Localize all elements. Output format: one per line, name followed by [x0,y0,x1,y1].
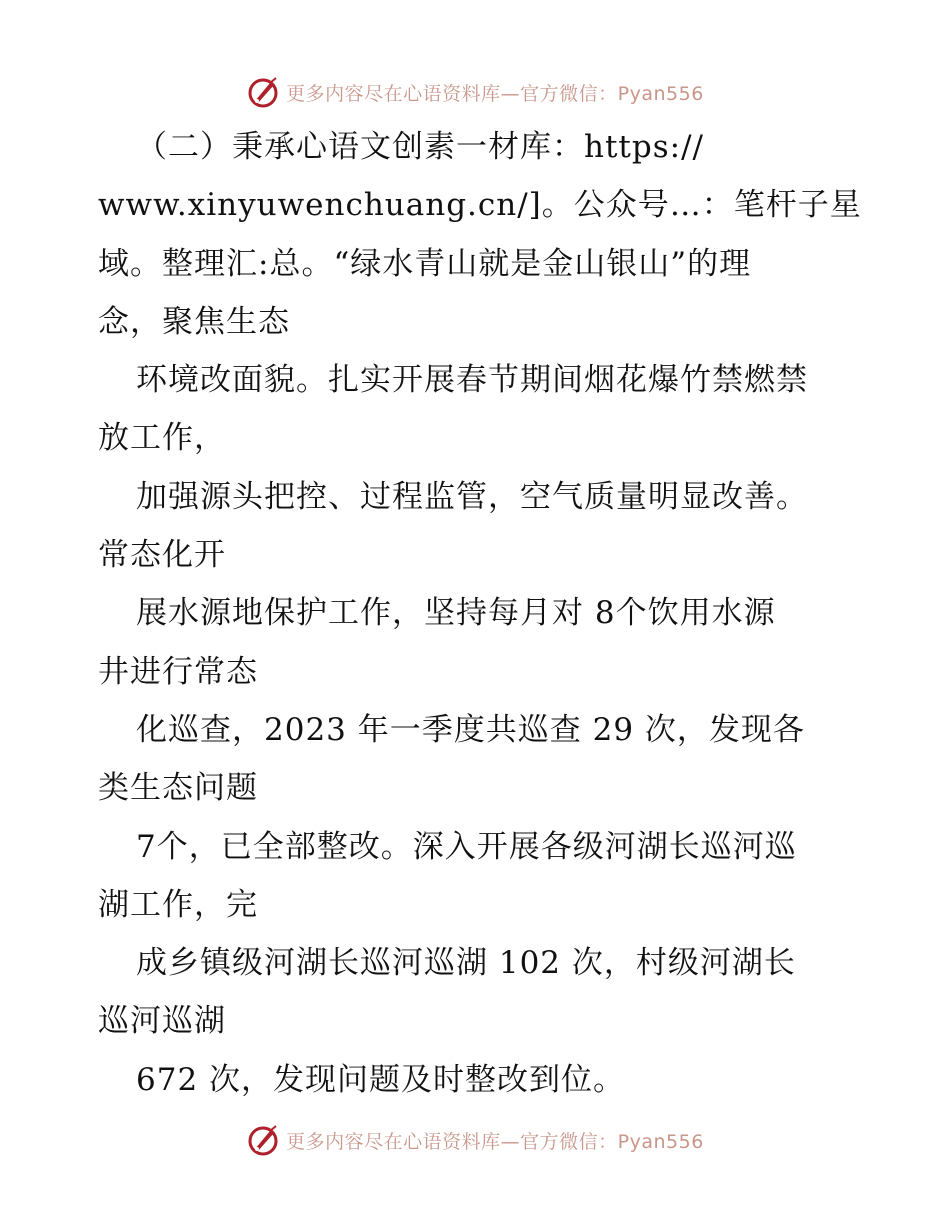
text-line: www.xinyuwenchuang.cn/]。公众号…：笔杆子星 [98,187,862,224]
text-line: 成乡镇级河湖长巡河巡湖 102 次，村级河湖长 [136,945,796,982]
text-line: 域。整理汇:总。“绿水青山就是金山银山”的理 [98,245,752,282]
quill-pen-logo-icon [246,1123,280,1157]
text-line: 常态化开 [98,537,226,574]
text-line: 湖工作，完 [98,886,258,923]
header-banner [0,72,950,112]
text-line: 展水源地保护工作，坚持每月对 8个饮用水源 [136,595,776,632]
text-line: 672 次，发现问题及时整改到位。 [136,1061,626,1098]
text-line: 井进行常态 [98,653,258,690]
text-line: 加强源头把控、过程监管，空气质量明显改善。 [136,478,808,515]
banner-text: 更多内容尽在心语资料库—官方微信：Pyan556 [286,82,704,105]
quill-pen-logo-icon [246,75,280,109]
body-text [98,118,862,1109]
text-line: 念，聚焦生态 [98,303,290,340]
text-line: （二）秉承心语文创素一材库：https:// [136,129,704,165]
text-line: 7个，已全部整改。深入开展各级河湖长巡河巡 [136,828,797,865]
footer-banner [0,1120,950,1160]
text-line: 化巡查，2023 年一季度共巡查 29 次，发现各 [136,711,805,748]
text-line: 巡河巡湖 [98,1003,226,1040]
text-line: 放工作， [98,420,226,457]
banner-text: 更多内容尽在心语资料库—官方微信：Pyan556 [286,1130,704,1153]
text-line: 类生态问题 [98,770,258,807]
text-line: 环境改面貌。扎实开展春节期间烟花爆竹禁燃禁 [136,362,808,399]
